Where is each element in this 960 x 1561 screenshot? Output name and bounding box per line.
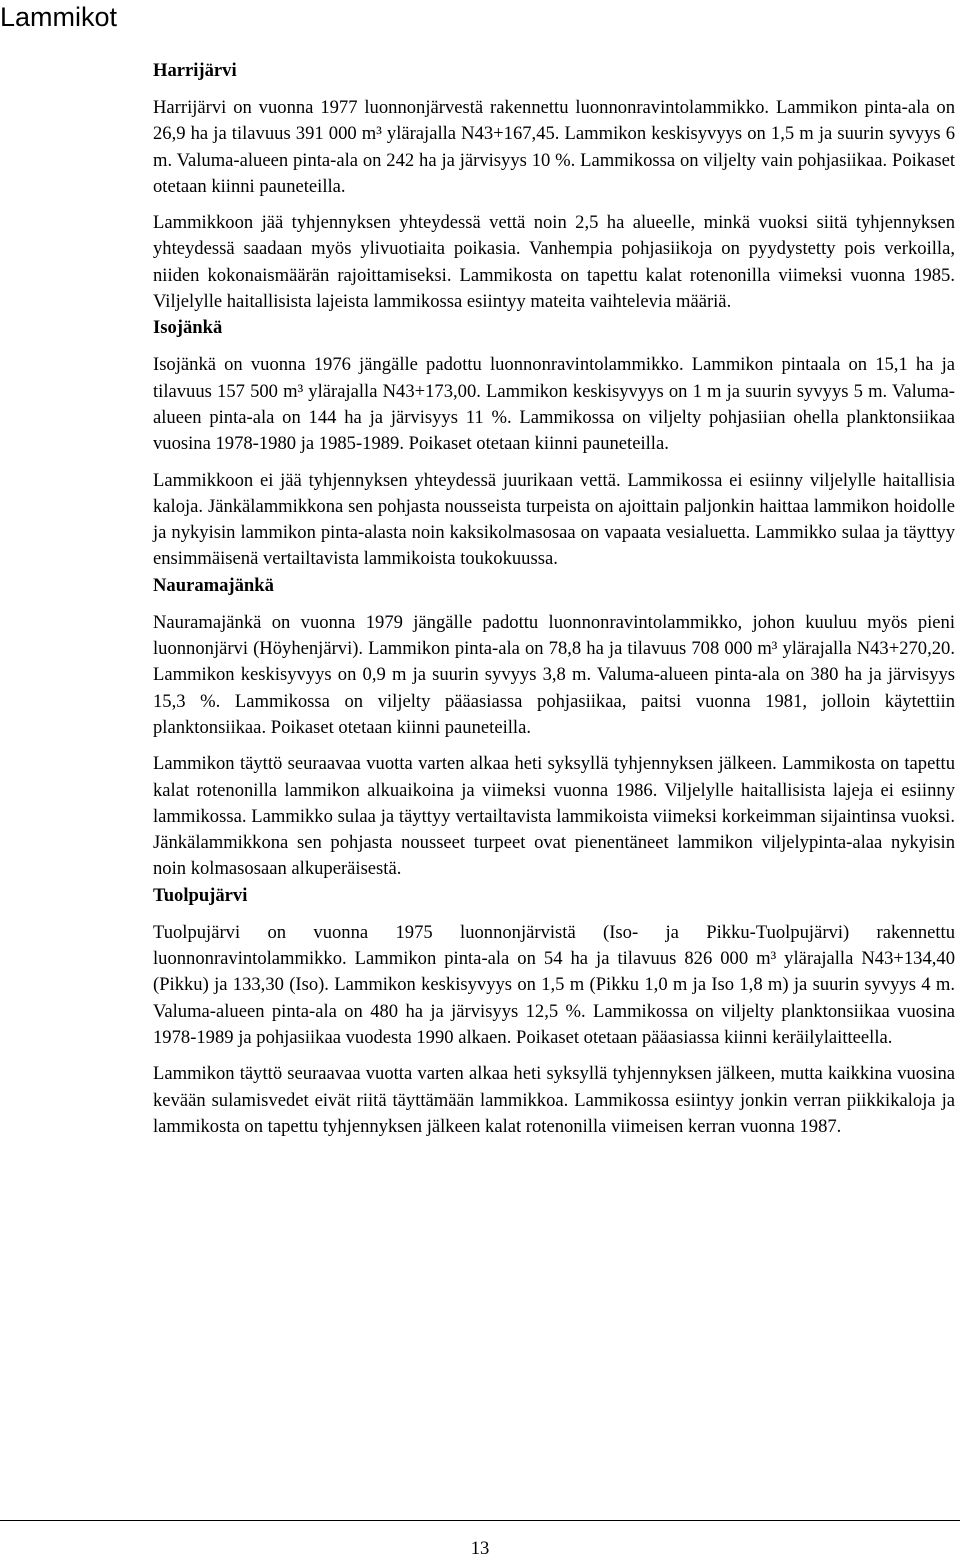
section-harrijarvi	[153, 58, 955, 315]
footer-divider	[0, 1520, 960, 1521]
document-body	[153, 58, 955, 1140]
section-nauramajanka	[153, 573, 955, 883]
paragraph: Tuolpujärvi on vuonna 1975 luonnonjärvistä (Iso- ja Pikku-Tuolpujärvi) rakennettu luonnonravintolammikko. Lammikon pinta-ala on 54 ha ja tilavuus 826 000 m³ ylärajalla N43+134,40 (Pikku) ja 133,30 (Iso). Lammikon keskisyvyys on 1,5 m (Pikku 1,0 m ja Iso 1,8 m) ja suurin syvyys 4 m. Valuma-alueen pinta-ala on 480 ha ja järvisyys 12,5 %. Lammikossa on viljelty planktonsiikaa vuosina 1978-1989 ja pohjasiikaa vuodesta 1990 alkaen. Poikaset otetaan pääasiassa kiinni keräilylaitteella.	[153, 921, 955, 1048]
page-number: 13	[470, 1538, 490, 1559]
paragraph: Isojänkä on vuonna 1976 jängälle padottu luonnonravintolammikko. Lammikon pintaala on 15,1 ha ja tilavuus 157 500 m³ ylärajalla N43+173,00. Lammikon keskisyvyys on 1 m ja suurin syvyys 5 m. Valuma-alueen pinta-ala on 144 ha ja järvisyys 11 %. Lammikossa on viljelty pohjasiian ohella planktonsiikaa vuosina 1978-1980 ja 1985-1989. Poikaset otetaan kiinni pauneteilla.	[153, 354, 955, 455]
paragraph: Lammikkoon ei jää tyhjennyksen yhteydessä juurikaan vettä. Lammikossa ei esiinny viljelylle haitallisia kaloja. Jänkälammikkona sen pohjasta nousseista turpeista on ajoittain paljonkin haittaa lammikon hoidolle ja nykyisin lammikon pinta-alasta noin kaksikolmasosaa on vapaata vesialuetta. Lammikko sulaa ja täyttyy ensimmäisenä vertailtavista lammikoista toukokuussa.	[153, 469, 955, 570]
paragraph: Harrijärvi on vuonna 1977 luonnonjärvestä rakennettu luonnonravintolammikko. Lammikon pinta-ala on 26,9 ha ja tilavuus 391 000 m³ ylärajalla N43+167,45. Lammikon keskisyvyys on 1,5 m ja suurin syvyys 6 m. Valuma-alueen pinta-ala on 242 ha ja järvisyys 10 %. Lammikossa on viljelty vain pohjasiikaa. Poikaset otetaan kiinni pauneteilla.	[153, 97, 955, 197]
paragraph: Lammikkoon jää tyhjennyksen yhteydessä vettä noin 2,5 ha alueelle, minkä vuoksi siitä tyhjennyksen yhteydessä saadaan myös ylivuotiaita poikasia. Vanhempia pohjasiikoja on pyydystetty pois verkoilla, niiden kokonaismäärän rajoittamiseksi. Lammikosta on tapettu kalat rotenonilla viimeksi vuonna 1985. Viljelylle haitallisista lajeista lammikossa esiintyy mateita vaihtelevia määriä.	[153, 212, 955, 313]
page-title: Lammikot	[0, 2, 118, 32]
section-heading: Tuolpujärvi	[153, 884, 248, 906]
section-isojanka	[153, 315, 955, 572]
section-heading: Nauramajänkä	[153, 574, 274, 596]
section-heading: Harrijärvi	[153, 60, 237, 81]
paragraph: Lammikon täyttö seuraavaa vuotta varten alkaa heti syksyllä tyhjennyksen jälkeen. Lammikosta on tapettu kalat rotenonilla lammikon alkuaikoina ja viimeksi vuonna 1986. Viljelylle haitallisista lajeja ei esiinny lammikossa. Lammikko sulaa ja täyttyy vertailtavista lammikoista viimeksi korkeimman sijaintinsa vuoksi. Jänkälammikkona sen pohjasta nousseet turpeet ovat pienentäneet lammikon viljelypinta-alaa nykyisin noin kolmasosaan alkuperäisestä.	[153, 753, 955, 880]
section-heading: Isojänkä	[153, 317, 223, 339]
paragraph: Lammikon täyttö seuraavaa vuotta varten alkaa heti syksyllä tyhjennyksen jälkeen, mutta kaikkina vuosina kevään sulamisvedet eivät riitä täyttämään lammikkoa. Lammikossa esiintyy jonkin verran piikkikaloja ja lammikosta on tapettu tyhjennyksen jälkeen kalat rotenonilla viimeisen kerran vuonna 1987.	[153, 1063, 955, 1137]
section-tuolpujarvi	[153, 883, 955, 1140]
paragraph: Nauramajänkä on vuonna 1979 jängälle padottu luonnonravintolammikko, johon kuuluu myös pieni luonnonjärvi (Höyhenjärvi). Lammikon pinta-ala on 78,8 ha ja tilavuus 708 000 m³ ylärajalla N43+270,20. Lammikon keskisyvyys on 0,9 m ja suurin syvyys 3,8 m. Valuma-alueen pinta-ala on 380 ha ja järvisyys 15,3 %. Lammikossa on viljelty pääasiassa pohjasiikaa, paitsi vuonna 1981, jolloin käytettiin planktonsiikaa. Poikaset otetaan kiinni pauneteilla.	[153, 611, 955, 738]
